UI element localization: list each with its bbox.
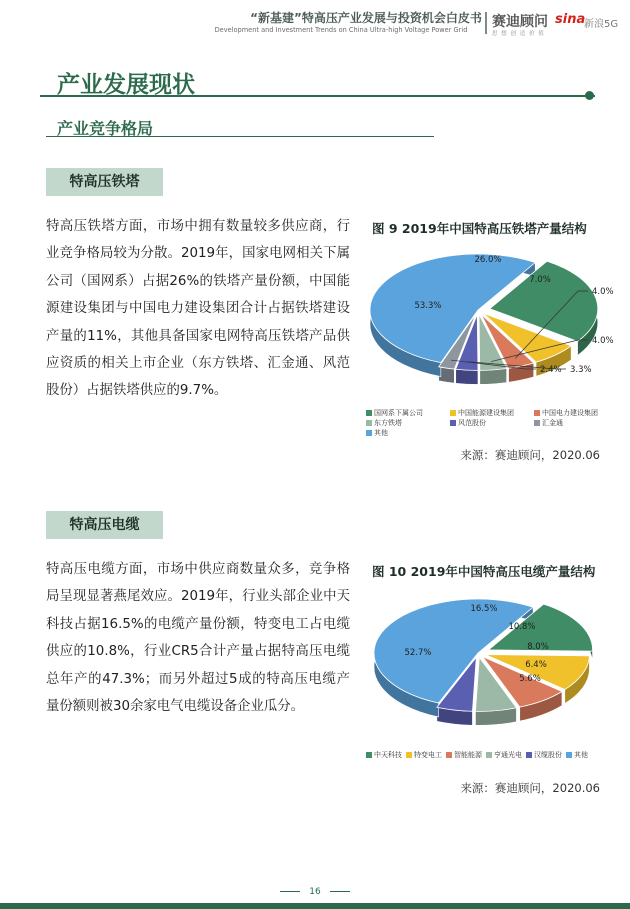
- pie-data-label-1: 16.5%: [470, 604, 498, 614]
- legend-label: 汉缆股份: [534, 751, 562, 759]
- pie-data-label-3: 4.0%: [592, 287, 614, 297]
- legend-item-4: [486, 750, 522, 760]
- legend-item-5: [526, 750, 562, 760]
- tower-legend: [366, 408, 616, 438]
- legend-item-6: [566, 750, 588, 760]
- legend-swatch: [366, 752, 372, 758]
- legend-label: 亨通光电: [494, 751, 522, 759]
- legend-swatch: [366, 430, 372, 436]
- tower-pie-chart: [360, 240, 622, 408]
- section-title: 产业发展现状: [57, 72, 195, 98]
- legend-swatch: [566, 752, 572, 758]
- legend-label: 智能能源: [454, 751, 482, 759]
- tower-paragraph: 特高压铁塔方面，市场中拥有数量较多供应商，行业竞争格局较为分散。2019年，国家电网相关下属公司（国网系）占据26%的铁塔产量份额，中国能源建设集团与中国电力建设集团合计占据铁塔建设产量的11%，其他具备国家电网特高压铁塔产品供应资质的相关上市企业（东方铁塔、汇金通、风范股份）占据铁塔供应的9.7%。: [46, 219, 350, 399]
- sina-logo: sina: [555, 12, 586, 27]
- footer-line-left: [280, 891, 300, 892]
- pie-data-label-2: 7.0%: [529, 275, 551, 285]
- legend-swatch: [450, 410, 456, 416]
- pie-data-label-7: 53.3%: [414, 301, 442, 311]
- sina-5g-label: 新浪5G: [584, 19, 619, 30]
- report-subtitle: Development and Investment Trends on China Ultra-high Voltage Power Grid: [214, 26, 468, 34]
- pie-data-label-1: 26.0%: [474, 255, 502, 265]
- subsection-underline: [46, 136, 434, 137]
- legend-swatch: [406, 752, 412, 758]
- legend-swatch: [534, 420, 540, 426]
- cable-tag: 特高压电缆: [46, 511, 163, 539]
- legend-item-2: [450, 408, 514, 418]
- pie-data-label-5: 3.3%: [570, 365, 592, 375]
- pie-data-label-3: 8.0%: [527, 642, 549, 652]
- legend-swatch: [446, 752, 452, 758]
- cable-figure-title: 图 10 2019年中国特高压电缆产量结构: [372, 564, 596, 579]
- pie-slice-side-4: [480, 369, 507, 385]
- legend-item-1: [366, 408, 423, 418]
- section-dot: [585, 91, 594, 100]
- cable-pie-chart: [360, 585, 622, 745]
- legend-label: 中国能源建设集团: [458, 409, 514, 417]
- legend-label: 特变电工: [414, 751, 442, 759]
- legend-label: 东方铁塔: [374, 419, 402, 427]
- legend-swatch: [366, 410, 372, 416]
- legend-swatch: [450, 420, 456, 426]
- legend-swatch: [366, 420, 372, 426]
- footer-bar: [0, 903, 630, 909]
- legend-item-5: [450, 418, 486, 428]
- legend-label: 国网系下属公司: [374, 409, 423, 417]
- legend-item-3: [534, 408, 598, 418]
- pie-slice-side-5: [456, 369, 478, 384]
- section-underline: [40, 95, 595, 97]
- subsection-title: 产业竞争格局: [57, 119, 154, 138]
- footer-line-right: [330, 891, 350, 892]
- legend-item-1: [366, 750, 402, 760]
- legend-swatch: [526, 752, 532, 758]
- cable-source: 来源：赛迪顾问，2020.06: [460, 781, 600, 795]
- report-title: “新基建”特高压产业发展与投资机会白皮书: [250, 11, 482, 25]
- legend-label: 其他: [374, 429, 388, 437]
- legend-item-4: [366, 418, 402, 428]
- legend-swatch: [534, 410, 540, 416]
- cable-paragraph: 特高压电缆方面，市场中供应商数量众多，竞争格局呈现显著燕尾效应。2019年，行业头部企业中天科技占据16.5%的电缆产量份额，特变电工占电缆供应的10.8%，行业CR5合计产量占据特高压电缆总年产的47.3%；而另外超过5成的特高压电缆产量份额则被30余家电气电缆设备企业瓜分。: [46, 562, 350, 715]
- legend-item-6: [534, 418, 563, 428]
- legend-label: 中天科技: [374, 751, 402, 759]
- legend-swatch: [486, 752, 492, 758]
- legend-label: 风范股份: [458, 419, 486, 427]
- pie-data-label-4: 6.4%: [525, 660, 547, 670]
- legend-item-7: [366, 428, 388, 438]
- legend-item-2: [406, 750, 442, 760]
- legend-label: 其他: [574, 751, 588, 759]
- pie-data-label-2: 10.8%: [508, 622, 536, 632]
- ccid-logo: 赛迪顾问: [492, 14, 548, 30]
- pie-data-label-4: 4.0%: [592, 336, 614, 346]
- pie-data-label-6: 52.7%: [404, 648, 432, 658]
- cable-legend: [366, 750, 616, 762]
- pie-data-label-5: 5.6%: [519, 674, 541, 684]
- header-divider: [485, 12, 487, 34]
- ccid-slogan: 思 想 创 造 价 值: [492, 31, 545, 37]
- page-number: 16: [309, 887, 321, 897]
- legend-label: 中国电力建设集团: [542, 409, 598, 417]
- pie-data-label-6: 2.4%: [540, 365, 562, 375]
- legend-label: 汇金通: [542, 419, 563, 427]
- legend-item-3: [446, 750, 482, 760]
- tower-source: 来源：赛迪顾问，2020.06: [460, 448, 600, 462]
- tower-figure-title: 图 9 2019年中国特高压铁塔产量结构: [372, 221, 587, 236]
- tower-tag: 特高压铁塔: [46, 168, 163, 196]
